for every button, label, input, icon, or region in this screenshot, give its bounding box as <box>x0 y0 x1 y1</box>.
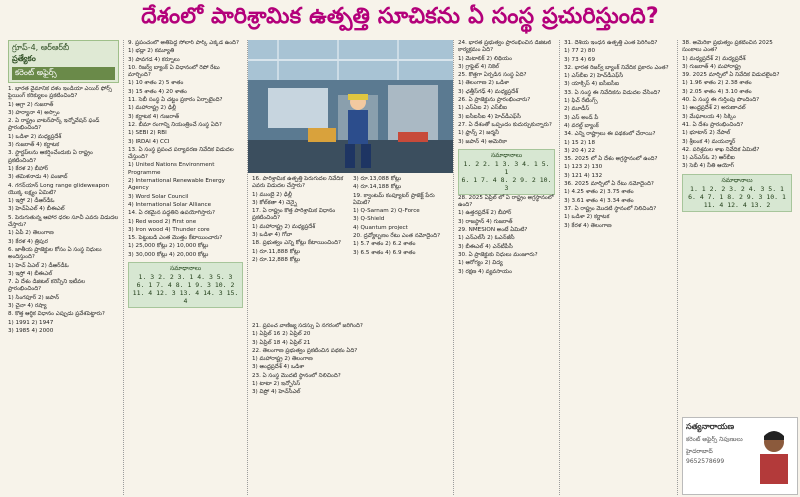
col3-right-list <box>353 176 450 258</box>
question-line: 42. పరిశ్రమల శాఖ నివేదిక ఏమిటి? <box>682 146 760 153</box>
answers-row: 11. 4 12. 4 13. 2 <box>703 200 771 209</box>
question-line: 14. ఏ రకమైన పద్ధతిని ఉపయోగిస్తారు? <box>128 210 215 217</box>
question-line: 1) ఒడిశా 2) కర్ణాటక <box>564 214 610 221</box>
col3-bottom-list <box>252 323 450 398</box>
col5-question-list <box>564 40 673 230</box>
question-line: 15. పెట్టుబడి ఎంత మొత్తం కేటాయించారు? <box>128 235 223 242</box>
question-line: 25. కొత్తగా ఏర్పడిన సంస్థ ఏది? <box>458 72 527 79</box>
answers-row: 11. 4 12. 3 13. 4 14. 3 15. 4 <box>132 289 239 306</box>
question-line: 1) సింగపూర్ 2) జపాన్ <box>8 294 60 301</box>
answers-row: 6. 4 7. 1 8. 2 9. 3 10. 1 <box>688 192 786 201</box>
question-line: 3) విప్రో 4) హెచ్‌సీఎల్ <box>252 389 301 396</box>
question-line: 13. ఏ సంస్థ ప్రపంచ పర్యావరణ నివేదిక విడుదల చేస్తుంది? <box>128 146 234 161</box>
col1-question-list <box>8 86 119 335</box>
question-line: 3) గుజరాత్ 4) మహారాష్ట్ర <box>682 63 741 70</box>
factory-illustration <box>248 40 454 173</box>
question-line: 38. అమెరికా ప్రభుత్వం ప్రకటించిన 2025 సుంకాలు ఎంత? <box>682 40 773 54</box>
question-line: 37. ఏ రాష్ట్రం మొదటి స్థానంలో నిలిచింది? <box>564 205 657 212</box>
answers-row: 6. 1 7. 4 8. 1 9. 3 10. 2 <box>136 281 235 290</box>
col4-more-list <box>458 195 555 276</box>
question-line: 3) బీఈఎల్ 4) ఎన్‌టీపీసీ <box>458 243 513 250</box>
question-line: 3) 2.05 శాతం 4) 3.10 శాతం <box>682 88 752 95</box>
question-line: 39. 2025 మార్చిలో ఏ నివేదిక విడుదలైంది? <box>682 72 780 79</box>
question-line: 18. ప్రభుత్వం ఎన్ని కోట్లు కేటాయించింది? <box>252 240 342 247</box>
question-line: 1. భారత వైమానిక దళం ఇండియా ఎయిర్ ఫోర్స్ ఫ్లెయింగ్ కరిక్యులం ప్రకటించింది? <box>8 86 112 100</box>
question-line: 1) ఏప్రిల్ 16 2) ఏప్రిల్ 20 <box>252 331 311 338</box>
question-line: 8. కొత్త ఆర్థిక విధానం ఎప్పుడు ప్రవేశపెట్టారు? <box>8 311 105 318</box>
column-2 <box>124 40 248 495</box>
question-line: 1) మెటాలిక్ 2) లిథియం <box>458 55 512 62</box>
question-line: 3) పావగడ 4) కర్నూలు <box>128 56 180 63</box>
question-line: 2) రూ.12,888 కోట్లు <box>252 256 301 263</box>
question-line: 19. క్వాంటమ్ కంప్యూటర్ ప్రాజెక్ట్ పేరు ఏమిటి? <box>353 192 435 206</box>
question-line: 1) 5.7 శాతం 2) 6.2 శాతం <box>353 241 416 248</box>
question-line: 4) Quantum project <box>353 224 408 231</box>
question-line: 4) రూ.14,188 కోట్లు <box>353 184 402 191</box>
author-role: కరెంట్ అఫైర్స్ నిపుణులు <box>686 436 743 443</box>
col3-left-list <box>252 176 349 265</box>
question-line: 3) మేఘాలయ 4) సిక్కిం <box>682 113 736 120</box>
answers-header: సమాధానాలు <box>490 151 523 159</box>
question-line: 1) భూటాన్ 2) నేపాల్ <box>682 130 731 137</box>
author-phone: 9652578699 <box>686 458 725 465</box>
question-line: 2) మూడీస్ <box>564 106 590 113</box>
question-line: 1) 15 2) 18 <box>564 139 596 146</box>
question-line: 3) 30,000 కోట్లు 4) 20,000 కోట్లు <box>128 251 209 258</box>
question-line: 1) ఎస్ఏఐ 2) ఎస్‌బీఐ <box>458 105 508 112</box>
question-line: 3) ఒడిశా 4) గోవా <box>252 232 293 239</box>
page-headline: దేశంలో పారిశ్రామిక ఉత్పత్తి సూచికను ఏ సంస్థ ప్రచురిస్తుంది? <box>141 4 659 29</box>
question-line: 4. గగన్‌యాన్ Long range glideweapon యొక్క లక్ష్యం ఏమిటి? <box>8 182 110 196</box>
question-line: 1) మహారాష్ట్ర 2) తెలంగాణ <box>252 356 313 363</box>
question-line: 1) ఏపీ 2) తెలంగాణ <box>8 230 54 237</box>
question-line: 1) 4.25 శాతం 2) 3.75 శాతం <box>564 189 634 196</box>
question-line: 1) 1.96 శాతం 2) 2.38 శాతం <box>682 80 752 87</box>
question-line: 1) SEBI 2) RBI <box>128 130 167 137</box>
answers-box-1 <box>128 262 243 308</box>
col4-question-list <box>458 40 555 146</box>
col2-question-list <box>128 40 243 259</box>
answers-row: 1. 1 2. 2 3. 2 4. 3 5. 1 <box>690 184 784 193</box>
question-line: 1) 123 2) 130 <box>564 164 603 171</box>
question-line: 1) మహారాష్ట్ర 2) మధ్యప్రదేశ్ <box>252 223 316 230</box>
question-line: 1) ఎన్‌ఎస్‌ఓ 2) ఆర్‌బీఐ <box>682 155 735 162</box>
question-line: 29. NMESION అంటే ఏమిటి? <box>458 227 528 234</box>
question-line: 1) United Nations Environment Programme <box>128 162 215 176</box>
question-line: 1) ఒడిశా 2) మధ్యప్రదేశ్ <box>8 133 62 140</box>
question-line: 1) 1991 2) 1947 <box>8 319 54 326</box>
question-line: 3) 1985 4) 2000 <box>8 327 54 334</box>
question-line: 9. ప్రపంచంలో అతిపెద్ద సోలార్ పార్క్ ఎక్కడ ఉంది? <box>128 40 239 46</box>
col6-question-list <box>682 40 792 171</box>
question-line: 12. బీమా రంగాన్ని నియంత్రించే సంస్థ ఏది? <box>128 121 222 128</box>
question-line: 3) Q-Shield <box>353 216 385 223</box>
question-line: 3) శ్రీలంక 4) మయన్మార్ <box>682 138 736 145</box>
question-line: 33. ఏ సంస్థ ఈ నివేదికను విడుదల చేసింది? <box>564 89 661 96</box>
question-line: 1) ముంబై 2) ఢిల్లీ <box>252 191 292 198</box>
question-line: 3) హర్యానా 4) అస్సాం <box>8 109 60 116</box>
question-line: 34. ఎన్ని రాష్ట్రాలు ఈ పథకంలో చేరాయి? <box>564 131 656 138</box>
question-line: 3) కేరళ 4) తెలంగాణ <box>564 222 612 229</box>
article-columns <box>4 40 796 495</box>
topic-name: కరెంట్ అఫైర్స్ <box>12 67 115 80</box>
question-line: 1) ఆంధ్రప్రదేశ్ 2) అరుణాచల్ <box>682 105 746 112</box>
question-line: 31. దేశీయ ఇంధన ఉత్పత్తి ఎంత పెరిగింది? <box>564 40 658 46</box>
question-line: 1) ఎన్‌ఎల్‌సీ 2) ఓఎన్‌జీసీ <box>458 235 515 242</box>
question-line: 3) 6.5 శాతం 4) 6.9 శాతం <box>353 249 416 256</box>
question-line: 3) గుజరాత్ 4) కర్ణాటక <box>8 142 60 149</box>
answers-box-3 <box>682 174 792 212</box>
question-line: 1) Red wood 2) First one <box>128 218 197 225</box>
question-line: 3) కేరళ 4) త్రిపుర <box>8 238 48 245</box>
question-line: 23. ఏ సంస్థ మొదటి స్థానంలో నిలిచింది? <box>252 372 341 379</box>
question-line: 3) ఏప్రిల్ 18 4) ఏప్రిల్ 21 <box>252 339 311 346</box>
question-line: 1) హెచ్ ఏఎల్ 2) డీఆర్‌డీఓ <box>8 262 69 269</box>
question-line: 1) 10 శాతం 2) 5 శాతం <box>128 80 184 87</box>
question-line: 3) చైనా 4) రష్యా <box>8 303 47 310</box>
question-line: 3) జపాన్ 4) అమెరికా <box>458 138 507 145</box>
answers-box-2 <box>458 149 555 195</box>
question-line: 2) International Renewable Energy Agency <box>128 178 225 192</box>
question-line: 3) IRDAI 4) CCI <box>128 138 170 145</box>
question-line: 1) ఎస్‌బీఐ 2) హెచ్‌డీఎఫ్‌సీ <box>564 73 624 80</box>
factory-photo <box>248 40 454 173</box>
question-line: 1) ఫ్రాన్స్ 2) జర్మనీ <box>458 130 499 137</box>
question-line: 3) 15 శాతం 4) 20 శాతం <box>128 88 187 95</box>
question-line: 1) Q-Sarnam 2) Q-Force <box>353 208 420 215</box>
question-line: 4) International Solar Alliance <box>128 201 212 208</box>
question-line: 30. ఏ ప్రాజెక్టుకు నిధులు మంజూరు? <box>458 251 538 258</box>
question-line: 7. ఏ దేశం డిజిటల్ కరెన్సీని ఇటీవల ప్రారంభించింది? <box>8 279 86 293</box>
question-line: 1) రూ.11,888 కోట్లు <box>252 248 301 255</box>
answers-header: సమాధానాలు <box>169 265 202 273</box>
author-name: సత్యనారాయణ <box>686 422 735 431</box>
question-line: 1) 77 2) 80 <box>564 48 596 55</box>
answers-header: సమాధానాలు <box>721 176 753 184</box>
question-line: 3) సెబీ 4) నీతి ఆయోగ్ <box>682 163 734 170</box>
author-box <box>682 417 798 495</box>
question-line: 1) ఆరోగ్యం 2) విద్య <box>458 260 503 267</box>
answers-row: 1. 3 2. 2 3. 1 4. 3 5. 3 <box>138 273 233 282</box>
question-line: 3) ఐసీఐసీఐ 4) హెచ్‌డీఎఫ్‌సీ <box>458 113 521 120</box>
column-1 <box>4 40 124 495</box>
question-line: 40. ఏ సంస్థ ఈ గుర్తింపు పొందింది? <box>682 97 760 104</box>
column-5 <box>560 40 678 495</box>
question-line: 5. పెరుగుతున్న ఆహార ధరల సూచీ ఎవరు విడుదల చేస్తారు? <box>8 214 119 229</box>
question-line: 1) టాటా 2) ఇన్ఫోసిస్ <box>252 381 301 388</box>
topic-sub: ప్రత్యేకం <box>12 54 36 63</box>
question-line: 3) 3.61 శాతం 4) 3.34 శాతం <box>564 197 634 204</box>
question-line: 3) Word Solar Council <box>128 193 189 200</box>
column-4 <box>454 40 560 495</box>
question-line: 1) ఉత్తరప్రదేశ్ 2) బీహార్ <box>458 210 512 217</box>
question-line: 3) కోల్‌కతా 4) చెన్నై <box>252 199 297 206</box>
question-line: 1) తెలంగాణ 2) ఒడిశా <box>458 80 509 87</box>
question-line: 3) రక్షణ 4) వ్యవసాయం <box>458 268 512 275</box>
question-line: 3) హెచ్ఏఎల్ 4) బీఈఎల్ <box>8 206 65 213</box>
author-city: హైదరాబాద్ <box>686 448 713 455</box>
author-photo <box>754 424 794 484</box>
question-line: 26. ఏ ప్రాజెక్టును ప్రారంభించారు? <box>458 97 531 104</box>
question-line: 3) Iron wood 4) Thunder core <box>128 226 210 233</box>
topic-group: గ్రూప్-4, ఆర్ఆర్‌బీ <box>12 43 70 52</box>
question-line: 28. 2025 ఏప్రిల్ లో ఏ రాష్ట్రం అగ్రస్థానంలో ఉంది? <box>458 194 554 209</box>
column-3 <box>248 40 454 495</box>
question-line: 3) యాక్సిస్ 4) ఐసీఐసీఐ <box>564 81 620 88</box>
question-line: 41. ఏ దేశం ప్రారంభించింది? <box>682 121 744 128</box>
question-line: 3) రాజస్థాన్ 4) గుజరాత్ <box>458 218 513 225</box>
question-line: 10. రిజర్వ్ బ్యాంక్ ఏ విధానంలో రెపో రేటు మార్చింది? <box>128 64 220 79</box>
question-line: 27. ఏ దేశంతో ఒప్పందం కుదుర్చుకున్నారు? <box>458 121 552 128</box>
question-line: 1) మహారాష్ట్ర 2) ఢిల్లీ <box>128 105 177 112</box>
question-line: 3) గ్రాఫైట్ 4) నికెల్ <box>458 63 499 70</box>
question-line: 11. సెబీ సంస్థ ఏ చట్టం ప్రకారం ఏర్పాటైంది? <box>128 97 223 104</box>
question-line: 32. భారత రిజర్వ్ బ్యాంక్ నివేదిక ప్రకారం ఎంత? <box>564 64 669 71</box>
question-line: 21. ప్రపంచ వాణిజ్య సదస్సు ఏ నగరంలో జరిగింది? <box>252 323 363 329</box>
question-line: 1) కేరళ 2) బీహార్ <box>8 165 49 172</box>
answers-row: 1. 2 2. 1 3. 3 4. 1 5. 1 <box>463 159 550 176</box>
question-line: 3) 20 4) 22 <box>564 147 596 154</box>
question-line: 3) రూ.13,088 కోట్లు <box>353 176 402 182</box>
question-line: 3) 121 4) 132 <box>564 172 603 179</box>
question-line: 3) ఛత్తీస్‌గఢ్ 4) మధ్యప్రదేశ్ <box>458 88 519 95</box>
question-line: 1) 25,000 కోట్లు 2) 10,000 కోట్లు <box>128 243 209 250</box>
question-line: 35. 2025 లో ఏ దేశం అగ్రస్థానంలో ఉంది? <box>564 156 658 163</box>
question-line: 1) భడ్లా 2) కమ్యూతి <box>128 48 175 55</box>
question-line: 2. ఏ రాష్ట్రం వాటర్‌పార్క్ ఇన్నోవేషన్ ఫండ్ ప్రారంభించింది? <box>8 118 100 132</box>
question-line: 17. ఏ రాష్ట్రం కొత్త పారిశ్రామిక విధానం ప్రకటించింది? <box>252 208 336 222</box>
question-line: 3) ఆంధ్రప్రదేశ్ 4) ఒడిశా <box>252 364 305 371</box>
question-line: 3) కర్ణాటక 4) గుజరాత్ <box>128 113 180 120</box>
question-line: 16. పారిశ్రామిక ఉత్పత్తి పెరుగుదల నివేదిక ఎవరు విడుదల చేస్తారు? <box>252 176 344 190</box>
question-line: 3) ఎస్ అండ్ పీ <box>564 114 599 121</box>
answers-row: 6. 1 7. 4 8. 2 9. 2 10. 3 <box>461 175 552 192</box>
question-line: 4) వరల్డ్ బ్యాంక్ <box>564 122 599 129</box>
question-line: 1) ఫిచ్ రేటింగ్స్ <box>564 98 598 105</box>
question-line: 1) ఇస్రో 2) డీఆర్‌డీఓ <box>8 198 55 205</box>
question-line: 24. భారత ప్రభుత్వం ప్రారంభించిన డిజిటల్ కార్యక్రమం ఏది? <box>458 40 552 54</box>
topic-box <box>8 40 119 83</box>
question-line: 36. 2025 మార్చిలో ఏ రేటు నమోదైంది? <box>564 181 654 188</box>
question-line: 6. జాతీయ ప్రాజెక్టుల కోసం ఏ సంస్థ నిధులు అందిస్తుంది? <box>8 246 102 261</box>
question-line: 22. తెలంగాణ ప్రభుత్వం ప్రకటించిన పథకం ఏది? <box>252 347 358 354</box>
question-line: 20. ద్రవ్యోల్బణం రేటు ఎంత నమోదైంది? <box>353 233 441 240</box>
question-line: 3) 73 4) 69 <box>564 56 596 63</box>
question-line: 1) మధ్యప్రదేశ్ 2) మధ్యప్రదేశ్ <box>682 55 746 62</box>
question-line: 3) తమిళనాడు 4) పంజాబ్ <box>8 174 68 181</box>
question-line: 3. స్టార్టప్‌లను ఆకర్షించేందుకు ఏ రాష్ట్రం ప్రకటించింది? <box>8 150 93 164</box>
question-line: 1) ఆగ్రా 2) గుజరాత్ <box>8 101 54 108</box>
question-line: 3) ఇస్రో 4) బీఈఎల్ <box>8 270 53 277</box>
